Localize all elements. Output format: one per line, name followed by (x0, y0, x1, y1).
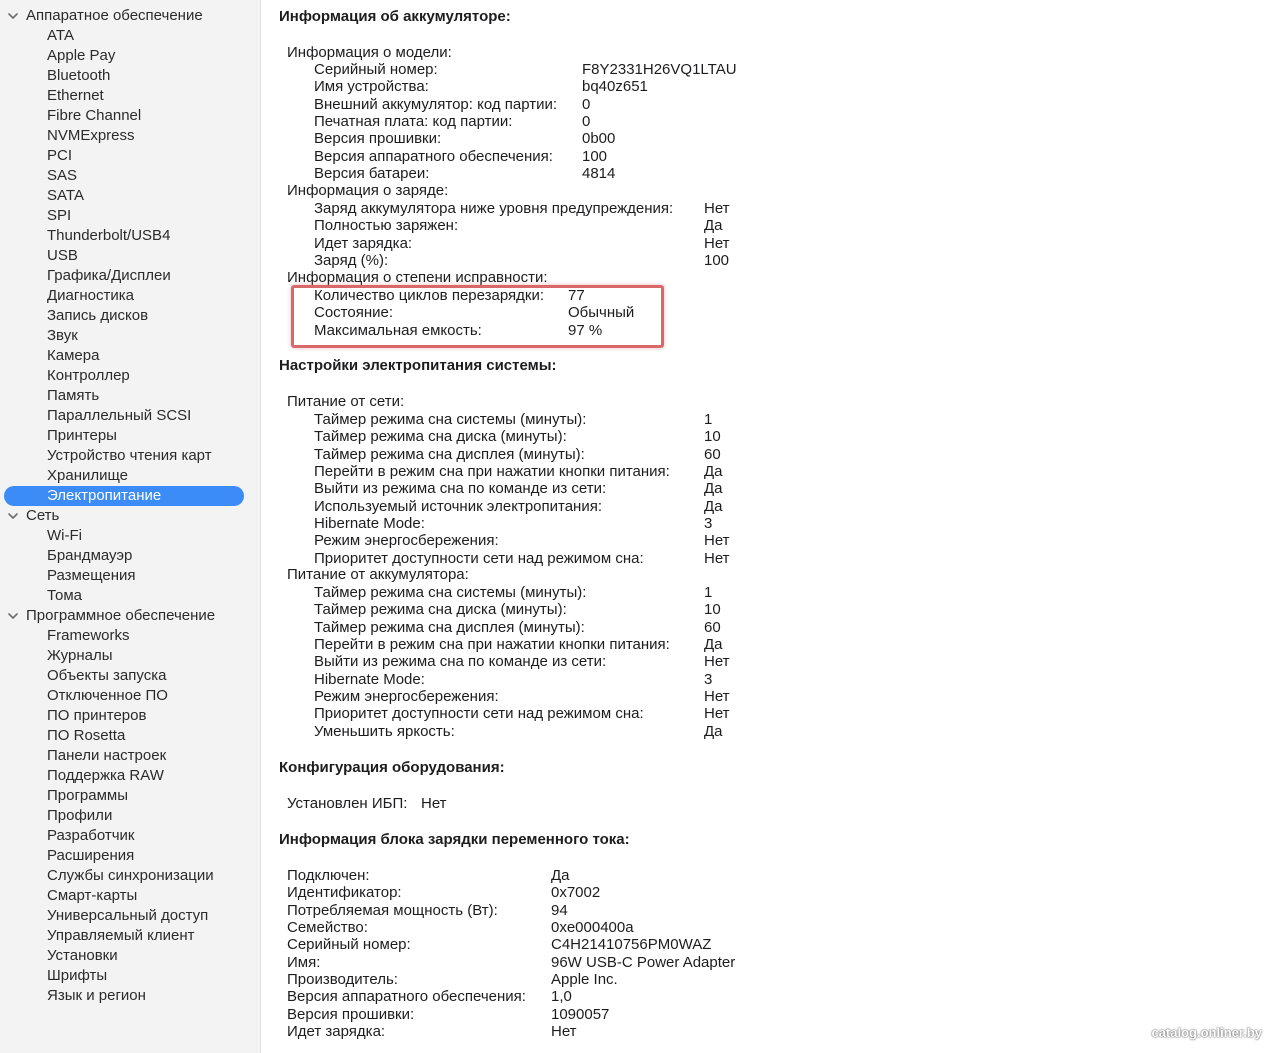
info-value: 1090057 (551, 1005, 610, 1023)
sidebar-item[interactable] (0, 206, 260, 226)
sidebar-label: Управляемый клиент (47, 927, 195, 944)
ups-value: Нет (421, 795, 447, 812)
ac-power-heading: Питание от сети: (287, 393, 405, 410)
info-key: Заряд аккумулятора ниже уровня предупреждения: (314, 200, 674, 217)
sidebar-label: Frameworks (47, 627, 130, 644)
info-row (262, 515, 1162, 533)
sidebar-item[interactable] (0, 986, 260, 1006)
info-row (262, 919, 1162, 937)
info-key: Идет зарядка: (314, 234, 413, 252)
sidebar-item[interactable] (0, 766, 260, 786)
sidebar-item[interactable] (0, 146, 260, 166)
sidebar-item[interactable] (0, 586, 260, 606)
sidebar-item[interactable] (0, 626, 260, 646)
sidebar-label: Шрифты (47, 967, 108, 984)
chevron-down-icon[interactable] (7, 10, 19, 22)
sidebar-label: Отключенное ПО (47, 687, 168, 704)
sidebar-item[interactable] (0, 546, 260, 566)
info-value: Нет (704, 200, 730, 217)
sidebar-section[interactable] (0, 506, 260, 526)
sidebar-item[interactable] (0, 966, 260, 986)
sidebar-label: Объекты запуска (47, 667, 167, 684)
info-row (262, 200, 1162, 218)
sidebar-label: SAS (47, 167, 78, 184)
info-value: 0 (582, 113, 591, 131)
ups-row (262, 795, 862, 813)
info-row (262, 428, 1162, 446)
info-value: Нет (704, 532, 730, 550)
info-value: 77 (568, 287, 585, 304)
sidebar-item[interactable] (0, 286, 260, 306)
sidebar-label: Аппаратное обеспечение (26, 7, 203, 24)
info-key: Печатная плата: код партии: (314, 113, 513, 131)
info-key: Перейти в режим сна при нажатии кнопки питания: (314, 636, 670, 654)
info-value: 100 (582, 147, 608, 165)
sidebar-label: Звук (47, 327, 78, 344)
info-value: Обычный (568, 304, 635, 322)
sidebar-item[interactable] (0, 806, 260, 826)
sidebar-label: Программное обеспечение (26, 607, 216, 624)
info-row (262, 252, 1162, 270)
info-key: Режим энергосбережения: (314, 532, 499, 550)
info-value: 94 (551, 901, 568, 919)
info-row (262, 705, 1162, 723)
sidebar-label: SPI (47, 207, 72, 224)
sidebar-label: Размещения (47, 567, 136, 584)
info-value: Нет (551, 1023, 577, 1041)
sidebar-label: Устройство чтения карт (47, 447, 212, 464)
info-row (262, 165, 1162, 183)
info-value: Нет (704, 549, 730, 567)
info-key: Приоритет доступности сети над режимом сна: (314, 549, 644, 567)
sidebar-label: Bluetooth (47, 67, 111, 84)
info-value: C4H21410756PM0WAZ (551, 936, 712, 954)
sidebar-label: NVMExpress (47, 127, 135, 144)
sidebar-item[interactable] (0, 386, 260, 406)
battery-info-heading: Информация об аккумуляторе: (279, 8, 511, 25)
info-value: Да (704, 463, 723, 481)
info-key: Имя: (287, 953, 321, 971)
sidebar-item[interactable] (0, 906, 260, 926)
info-value: F8Y2331H26VQ1LTAU (582, 61, 737, 78)
info-key: Полностью заряжен: (314, 217, 459, 235)
sidebar-label: Электропитание (47, 487, 162, 504)
info-key: Hibernate Mode: (314, 515, 425, 533)
info-key: Перейти в режим сна при нажатии кнопки питания: (314, 463, 670, 481)
info-value: Да (551, 867, 570, 884)
info-value: Да (704, 636, 723, 654)
sidebar-item[interactable] (0, 166, 260, 186)
sidebar-item[interactable] (0, 426, 260, 446)
sidebar-item[interactable] (0, 526, 260, 546)
sidebar-label: Журналы (47, 647, 113, 664)
info-row (262, 322, 1162, 340)
sidebar-item[interactable] (0, 886, 260, 906)
info-key: Таймер режима сна дисплея (минуты): (314, 445, 585, 463)
sidebar-label: Службы синхронизации (47, 867, 214, 884)
sidebar-label: Fibre Channel (47, 107, 142, 124)
info-row (262, 304, 1162, 322)
info-value: 0b00 (582, 130, 616, 148)
sidebar-item[interactable] (0, 926, 260, 946)
info-value: 1,0 (551, 988, 572, 1006)
sidebar-item[interactable] (0, 446, 260, 466)
info-value: Apple Inc. (551, 971, 618, 989)
info-key: Заряд (%): (314, 252, 389, 270)
sidebar-label: ПО принтеров (47, 707, 147, 724)
sidebar-label: Хранилище (47, 467, 128, 484)
sidebar-section[interactable] (0, 606, 260, 626)
info-value: 1 (704, 411, 713, 428)
health-info-heading: Информация о степени исправности: (287, 269, 548, 286)
info-row (262, 601, 1162, 619)
info-row (262, 148, 1162, 166)
info-value: 60 (704, 618, 721, 636)
sidebar-label: Сеть (26, 507, 60, 524)
info-row (262, 884, 1162, 902)
sidebar-label: Расширения (47, 847, 135, 864)
info-key: Режим энергосбережения: (314, 688, 499, 706)
info-key: Серийный номер: (287, 936, 411, 954)
sidebar-label: Контроллер (47, 367, 130, 384)
info-row (262, 480, 1162, 498)
info-row (262, 636, 1162, 654)
info-value: 3 (704, 670, 713, 688)
sidebar-label: Тома (47, 587, 82, 604)
sidebar-item[interactable] (0, 246, 260, 266)
sidebar-label: Брандмауэр (47, 547, 133, 564)
info-row (262, 78, 1162, 96)
info-row (262, 113, 1162, 131)
info-value: Нет (704, 234, 730, 252)
sidebar-label: ПО Rosetta (47, 727, 126, 744)
sidebar-item[interactable] (0, 946, 260, 966)
sidebar-label: PCI (47, 147, 73, 164)
sidebar-item[interactable] (0, 466, 260, 486)
sidebar-label: Разработчик (47, 827, 135, 844)
info-row (262, 235, 1162, 253)
sidebar (0, 0, 261, 1053)
info-key: Версия прошивки: (314, 130, 442, 148)
sidebar-label: Панели настроек (47, 747, 167, 764)
info-key: Семейство: (287, 919, 368, 937)
info-value: Да (704, 722, 723, 740)
sidebar-item[interactable] (0, 566, 260, 586)
info-row (262, 971, 1162, 989)
info-row (262, 96, 1162, 114)
info-value: 60 (704, 445, 721, 463)
info-key: Версия батареи: (314, 165, 430, 183)
ac-adapter-heading: Информация блока зарядки переменного тока: (279, 831, 630, 848)
sidebar-item[interactable] (0, 226, 260, 246)
info-key: Идентификатор: (287, 884, 402, 902)
sidebar-item[interactable] (0, 706, 260, 726)
info-value: 10 (704, 428, 721, 446)
sidebar-label: Профили (47, 807, 113, 824)
info-row (262, 688, 1162, 706)
info-key: Состояние: (314, 304, 394, 322)
sidebar-label: Принтеры (47, 427, 117, 444)
sidebar-label: Поддержка RAW (47, 767, 164, 784)
info-row (262, 954, 1162, 972)
info-value: Да (704, 217, 723, 235)
sidebar-item[interactable] (0, 666, 260, 686)
sidebar-item[interactable] (0, 846, 260, 866)
sidebar-label: ATA (47, 27, 74, 44)
sidebar-label: Запись дисков (47, 307, 149, 324)
sidebar-item[interactable] (0, 86, 260, 106)
sidebar-item[interactable] (0, 646, 260, 666)
info-key: Количество циклов перезарядки: (314, 287, 545, 304)
sidebar-item[interactable] (0, 126, 260, 146)
sidebar-label: Ethernet (47, 87, 104, 104)
sidebar-label: Память (47, 387, 100, 404)
info-key: Таймер режима сна системы (минуты): (314, 584, 587, 601)
info-value: 3 (704, 515, 713, 533)
info-value: Нет (704, 653, 730, 671)
info-row (262, 584, 1162, 602)
chevron-down-icon[interactable] (7, 610, 19, 622)
info-row (262, 936, 1162, 954)
info-row (262, 532, 1162, 550)
sidebar-label: Thunderbolt/USB4 (47, 227, 171, 244)
info-value: 4814 (582, 165, 616, 183)
sidebar-item[interactable] (0, 66, 260, 86)
sidebar-item[interactable] (0, 726, 260, 746)
info-row (262, 988, 1162, 1006)
info-value: 100 (704, 252, 730, 270)
sidebar-item[interactable] (0, 346, 260, 366)
sidebar-label: Универсальный доступ (47, 907, 209, 924)
info-value: 0x7002 (551, 884, 601, 902)
sidebar-label: Параллельный SCSI (47, 407, 192, 424)
info-row (262, 1023, 1162, 1041)
info-row (262, 498, 1162, 516)
sidebar-label: Wi-Fi (47, 527, 82, 544)
info-value: Да (704, 480, 723, 498)
sidebar-item[interactable] (0, 826, 260, 846)
sidebar-item-selected[interactable] (0, 486, 260, 506)
info-row (262, 411, 1162, 429)
info-value: 0 (582, 95, 591, 113)
content-pane (262, 0, 1280, 1053)
sidebar-label: Камера (47, 347, 100, 364)
sidebar-item[interactable] (0, 106, 260, 126)
info-row (262, 902, 1162, 920)
info-value: 10 (704, 601, 721, 619)
info-row (262, 130, 1162, 148)
info-key: Уменьшить яркость: (314, 722, 455, 740)
info-row (262, 463, 1162, 481)
sidebar-item[interactable] (0, 866, 260, 886)
info-row (262, 61, 1162, 79)
info-value: Нет (704, 705, 730, 723)
info-key: Идет зарядка: (287, 1023, 386, 1041)
info-key: Подключен: (287, 867, 370, 884)
sidebar-label: Смарт-карты (47, 887, 138, 904)
ups-label: Установлен ИБП: (287, 795, 408, 812)
info-row (262, 619, 1162, 637)
info-row (262, 867, 1162, 885)
sidebar-item[interactable] (0, 326, 260, 346)
info-key: Таймер режима сна диска (минуты): (314, 601, 567, 619)
info-value: 96W USB-C Power Adapter (551, 953, 736, 971)
sidebar-item[interactable] (0, 786, 260, 806)
info-value: Да (704, 497, 723, 515)
sidebar-item[interactable] (0, 26, 260, 46)
info-row (262, 671, 1162, 689)
sidebar-label: Язык и регион (47, 987, 146, 1004)
sidebar-label: Графика/Дисплеи (47, 267, 171, 284)
info-key: Выйти из режима сна по команде из сети: (314, 480, 607, 498)
info-row (262, 287, 1162, 305)
info-key: Версия прошивки: (287, 1005, 415, 1023)
chevron-down-icon[interactable] (7, 510, 19, 522)
sidebar-label: Установки (47, 947, 118, 964)
info-key: Таймер режима сна дисплея (минуты): (314, 618, 585, 636)
power-settings-heading: Настройки электропитания системы: (279, 357, 557, 374)
info-key: Таймер режима сна диска (минуты): (314, 428, 567, 446)
info-key: Версия аппаратного обеспечения: (314, 147, 553, 165)
info-row (262, 1006, 1162, 1024)
sidebar-item[interactable] (0, 406, 260, 426)
info-key: Приоритет доступности сети над режимом сна: (314, 705, 644, 723)
info-key: Выйти из режима сна по команде из сети: (314, 653, 607, 671)
info-value: 0xe000400a (551, 919, 634, 937)
sidebar-item[interactable] (0, 746, 260, 766)
info-value: Нет (704, 688, 730, 706)
info-key: Версия аппаратного обеспечения: (287, 988, 526, 1006)
info-value: bq40z651 (582, 78, 648, 96)
info-key: Таймер режима сна системы (минуты): (314, 411, 587, 428)
info-key: Используемый источник электропитания: (314, 497, 603, 515)
sidebar-label: Программы (47, 787, 129, 804)
sidebar-item[interactable] (0, 686, 260, 706)
info-value: 1 (704, 584, 713, 601)
info-key: Потребляемая мощность (Вт): (287, 901, 498, 919)
sidebar-label: USB (47, 247, 78, 264)
sidebar-label: Apple Pay (47, 47, 116, 64)
info-key: Hibernate Mode: (314, 670, 425, 688)
hardware-config-heading: Конфигурация оборудования: (279, 759, 505, 776)
info-key: Имя устройства: (314, 78, 429, 96)
sidebar-item[interactable] (0, 306, 260, 326)
info-row (262, 446, 1162, 464)
model-info-heading: Информация о модели: (287, 44, 452, 61)
battery-power-heading: Питание от аккумулятора: (287, 566, 469, 583)
watermark: catalog.onliner.by (1151, 1025, 1262, 1040)
info-key: Серийный номер: (314, 61, 438, 78)
charge-info-heading: Информация о заряде: (287, 182, 449, 199)
sidebar-label: Диагностика (47, 287, 134, 304)
sidebar-item[interactable] (0, 266, 260, 286)
sidebar-item[interactable] (0, 366, 260, 386)
sidebar-item[interactable] (0, 46, 260, 66)
sidebar-section[interactable] (0, 6, 260, 26)
sidebar-label: SATA (47, 187, 84, 204)
info-value: 97 % (568, 321, 603, 339)
info-row (262, 723, 1162, 741)
sidebar-item[interactable] (0, 186, 260, 206)
info-key: Внешний аккумулятор: код партии: (314, 95, 558, 113)
info-row (262, 217, 1162, 235)
info-key: Максимальная емкость: (314, 321, 482, 339)
info-key: Производитель: (287, 971, 398, 989)
info-row (262, 653, 1162, 671)
